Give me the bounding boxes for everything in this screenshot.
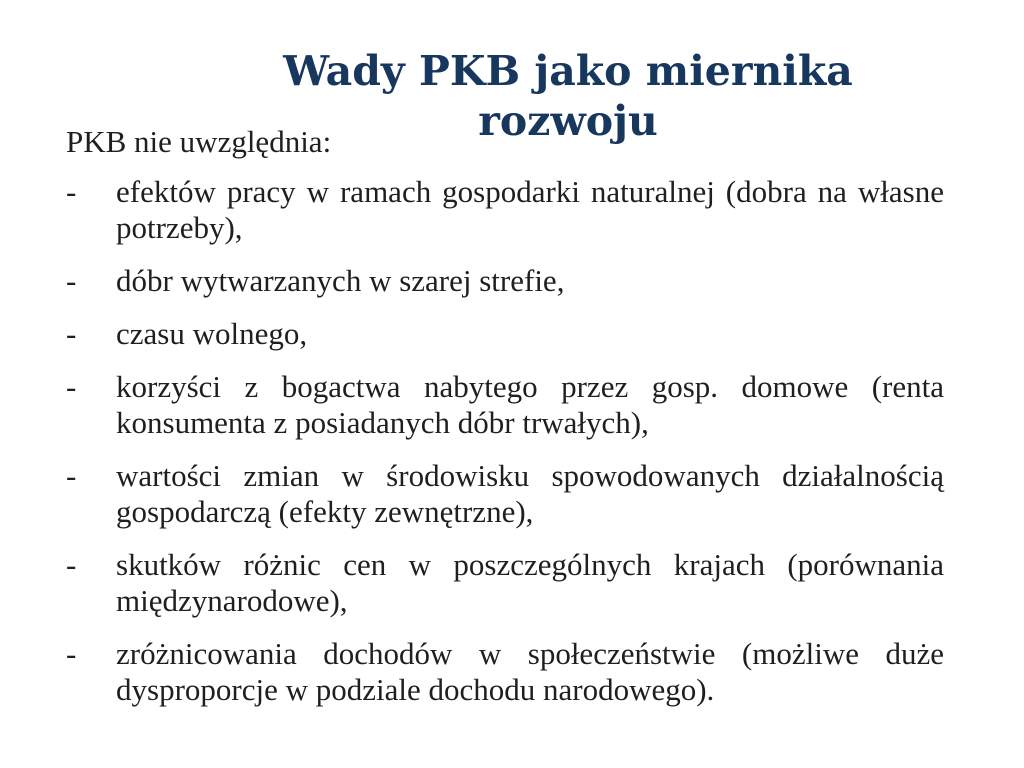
bullet-dash: - (66, 369, 77, 404)
list-item (66, 316, 944, 352)
bullet-dash: - (66, 458, 77, 493)
list-item-text: czasu wolnego, (116, 316, 308, 351)
slide-title: Wady PKB jako miernika rozwoju (283, 47, 853, 145)
list-item (66, 636, 944, 708)
list-item (66, 369, 944, 441)
bullet-dash: - (66, 636, 77, 671)
list-item-text: dóbr wytwarzanych w szarej strefie, (116, 263, 565, 298)
list-item-text: korzyści z bogactwa nabytego przez gosp. domowe (renta konsumenta z posiadanych dóbr trwałych), (116, 369, 944, 440)
bullet-dash: - (66, 263, 77, 298)
list-item-text: efektów pracy w ramach gospodarki naturalnej (dobra na własne potrzeby), (116, 174, 944, 245)
bullet-list (66, 174, 944, 725)
bullet-dash: - (66, 316, 77, 351)
list-item (66, 174, 944, 246)
list-item (66, 263, 944, 299)
bullet-dash: - (66, 174, 77, 209)
bullet-dash: - (66, 547, 77, 582)
list-item (66, 547, 944, 619)
list-item-text: zróżnicowania dochodów w społeczeństwie (możliwe duże dysproporcje w podziale dochodu narodowego). (116, 636, 944, 707)
list-item (66, 458, 944, 530)
intro-text: PKB nie uwzględnia: (66, 124, 332, 159)
list-item-text: skutków różnic cen w poszczególnych krajach (porównania międzynarodowe), (116, 547, 944, 618)
list-item-text: wartości zmian w środowisku spowodowanych działalnością gospodarczą (efekty zewnętrzne), (116, 458, 944, 529)
